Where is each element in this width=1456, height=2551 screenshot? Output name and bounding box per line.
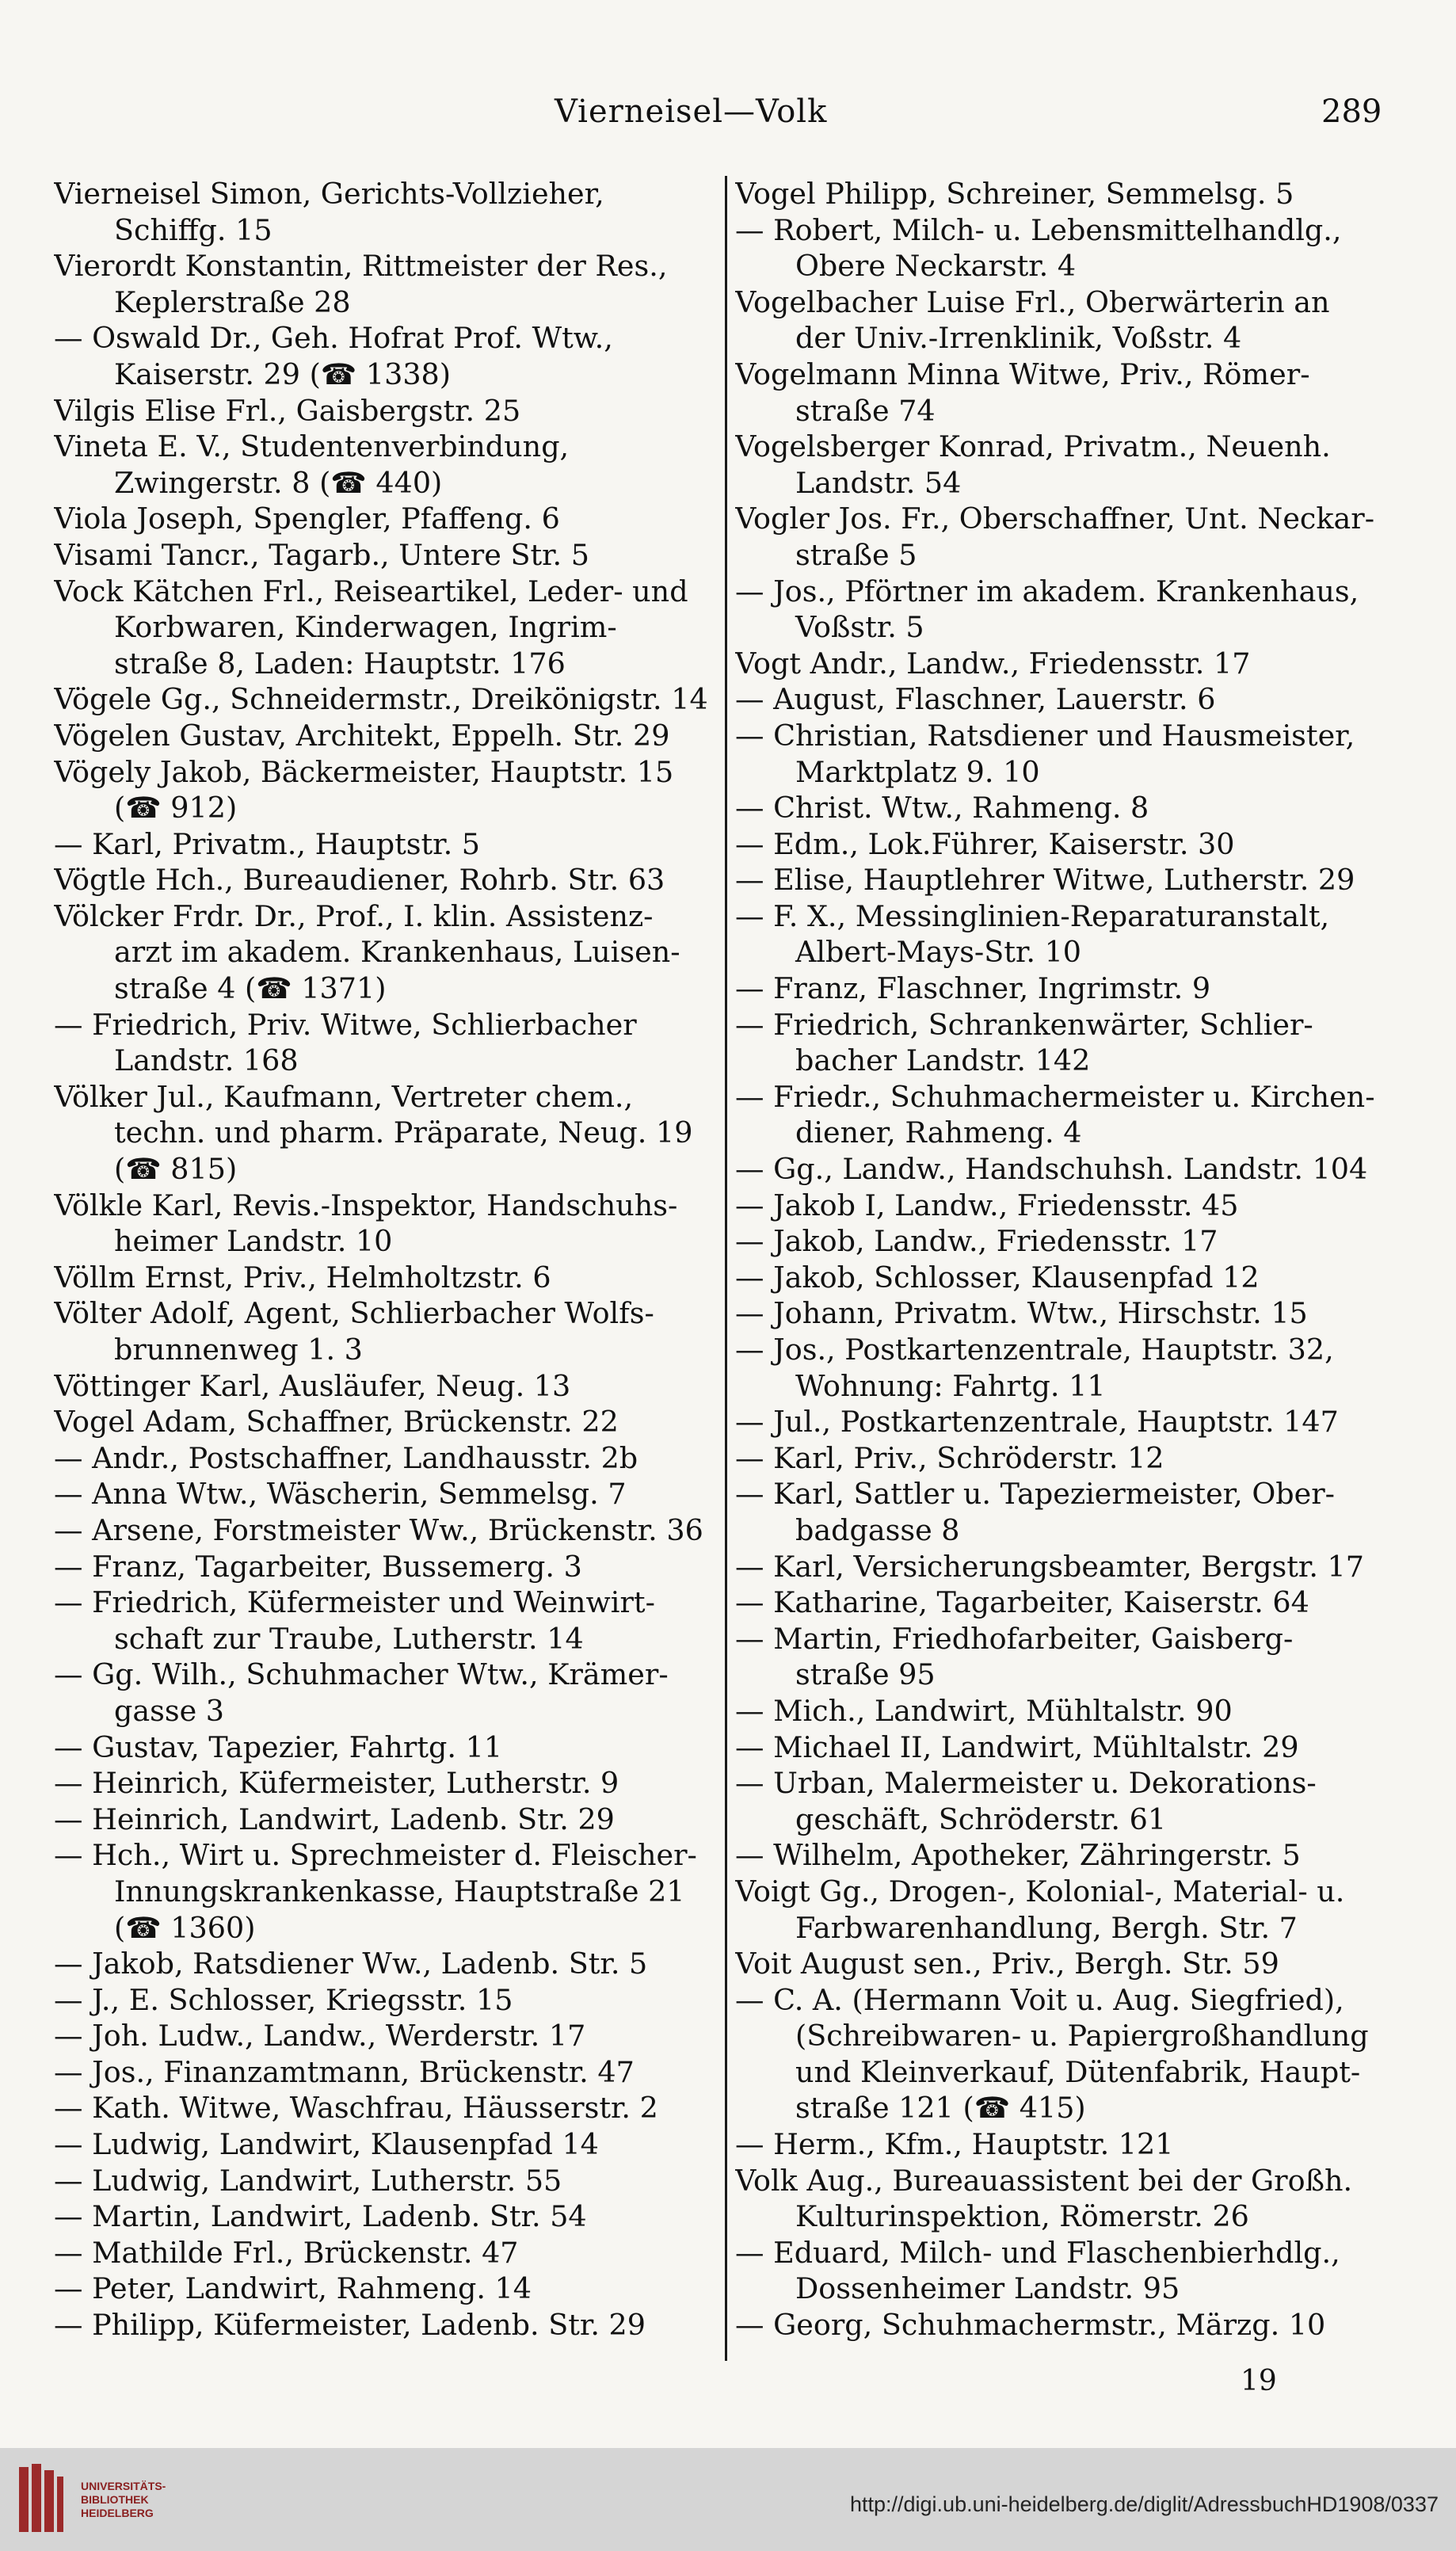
directory-entry-line: (☎ 815) — [114, 1152, 238, 1187]
directory-entry-line: Farbwarenhandlung, Bergh. Str. 7 — [795, 1910, 1298, 1945]
directory-entry-line: — Ludwig, Landwirt, Lutherstr. 55 — [54, 2163, 562, 2198]
directory-entry-line: — Gg., Landw., Handschuhsh. Landstr. 104 — [735, 1152, 1368, 1187]
directory-entry-line: Völkle Karl, Revis.-Inspektor, Handschuhs- — [54, 1188, 678, 1222]
directory-entry-line: straße 95 — [795, 1657, 936, 1692]
directory-entry-line: Vock Kätchen Frl., Reiseartikel, Leder- und — [54, 574, 688, 608]
library-name-line: HEIDELBERG — [81, 2507, 154, 2519]
directory-entry-line: Völter Adolf, Agent, Schlierbacher Wolfs- — [54, 1296, 654, 1331]
directory-entry-line: — Friedrich, Priv. Witwe, Schlierbacher — [54, 1007, 637, 1042]
directory-entry-line: straße 4 (☎ 1371) — [114, 971, 387, 1006]
page-number: 289 — [1321, 93, 1382, 130]
directory-entry-line: Vögtle Hch., Bureaudiener, Rohrb. Str. 63 — [54, 863, 665, 898]
directory-entry-line: Vögelen Gustav, Architekt, Eppelh. Str. 29 — [54, 718, 670, 753]
directory-entry-line: Vogt Andr., Landw., Friedensstr. 17 — [735, 646, 1251, 681]
directory-entry-line: Völcker Frdr. Dr., Prof., I. klin. Assistenz- — [54, 898, 654, 933]
directory-entry-line: — Jos., Postkartenzentrale, Hauptstr. 32, — [735, 1333, 1334, 1367]
directory-entry-line: — Jakob I, Landw., Friedensstr. 45 — [735, 1188, 1239, 1222]
directory-entry-line: — Urban, Malermeister u. Dekorations- — [735, 1766, 1317, 1801]
directory-entry-line: techn. und pharm. Präparate, Neug. 19 — [114, 1115, 693, 1150]
directory-entry-line: — Gustav, Tapezier, Fahrtg. 11 — [54, 1729, 503, 1764]
directory-entry-line: Vineta E. V., Studentenverbindung, — [54, 429, 570, 464]
footer-bar — [0, 2448, 1456, 2551]
directory-entry-line: (☎ 1360) — [114, 1910, 256, 1945]
directory-entry-line: diener, Rahmeng. 4 — [795, 1115, 1082, 1150]
directory-entry-line: — Mathilde Frl., Brückenstr. 47 — [54, 2235, 519, 2270]
directory-entry-line: Vögele Gg., Schneidermstr., Dreikönigstr. 14 — [54, 682, 708, 717]
source-url-link[interactable]: http://digi.ub.uni-heidelberg.de/diglit/AdressbuchHD1908/0337 — [849, 2492, 1439, 2516]
directory-entry-line: Vogel Adam, Schaffner, Brückenstr. 22 — [54, 1405, 619, 1439]
directory-entry-line: Kulturinspektion, Römerstr. 26 — [795, 2199, 1249, 2234]
directory-entry-line: — Katharine, Tagarbeiter, Kaiserstr. 64 — [735, 1585, 1309, 1620]
directory-entry-line: Vierneisel Simon, Gerichts-Vollzieher, — [54, 177, 604, 211]
directory-entry-line: straße 8, Laden: Hauptstr. 176 — [114, 646, 566, 681]
directory-entry-line: — Andr., Postschaffner, Landhausstr. 2b — [54, 1440, 638, 1475]
directory-entry-line: — Robert, Milch- u. Lebensmittelhandlg., — [735, 212, 1342, 247]
directory-entry-line: — Jos., Pförtner im akadem. Krankenhaus, — [735, 574, 1359, 608]
directory-entry-line: Zwingerstr. 8 (☎ 440) — [114, 465, 443, 500]
directory-entry-line: Vogelsberger Konrad, Privatm., Neuenh. — [735, 429, 1331, 464]
directory-entry-line: — Martin, Landwirt, Ladenb. Str. 54 — [54, 2199, 587, 2234]
directory-entry-line: bacher Landstr. 142 — [795, 1043, 1091, 1078]
signature-mark: 19 — [1241, 2365, 1277, 2397]
directory-entry-line: — Karl, Sattler u. Tapeziermeister, Ober- — [735, 1477, 1335, 1512]
directory-entry-line: — August, Flaschner, Lauerstr. 6 — [735, 682, 1216, 717]
directory-entry-line: — Wilhelm, Apotheker, Zähringerstr. 5 — [735, 1838, 1301, 1873]
library-name-line: BIBLIOTHEK — [81, 2493, 149, 2506]
directory-entry-line: — Mich., Landwirt, Mühltalstr. 90 — [735, 1693, 1233, 1728]
directory-entry-line: — Elise, Hauptlehrer Witwe, Lutherstr. 29 — [735, 863, 1355, 898]
directory-entry-line: — Friedrich, Schrankenwärter, Schlier- — [735, 1007, 1313, 1042]
directory-entry-line: Schiffg. 15 — [114, 212, 273, 247]
directory-entry-line: der Univ.-Irrenklinik, Voßstr. 4 — [795, 321, 1242, 356]
directory-entry-line: Volk Aug., Bureauassistent bei der Großh. — [735, 2163, 1353, 2198]
directory-entry-line: Vilgis Elise Frl., Gaisbergstr. 25 — [54, 393, 521, 428]
directory-entry-line: — Jakob, Landw., Friedensstr. 17 — [735, 1224, 1218, 1259]
directory-entry-line: — Franz, Tagarbeiter, Bussemerg. 3 — [54, 1549, 582, 1584]
directory-entry-line: — Jos., Finanzamtmann, Brückenstr. 47 — [54, 2054, 635, 2089]
directory-entry-line: Kaiserstr. 29 (☎ 1338) — [114, 357, 452, 391]
directory-entry-line: — Ludwig, Landwirt, Klausenpfad 14 — [54, 2127, 599, 2162]
directory-entry-line: Vögely Jakob, Bäckermeister, Hauptstr. 15 — [54, 754, 674, 789]
directory-entry-line: — Arsene, Forstmeister Ww., Brückenstr. 36 — [54, 1512, 703, 1547]
directory-entry-line: straße 74 — [795, 393, 936, 428]
right-column — [735, 176, 1401, 2343]
page-header — [0, 93, 1456, 141]
directory-entry-line: Obere Neckarstr. 4 — [795, 249, 1077, 284]
directory-entry-line: — Karl, Priv., Schröderstr. 12 — [735, 1440, 1164, 1475]
directory-entry-line: Vöttinger Karl, Ausläufer, Neug. 13 — [54, 1368, 571, 1403]
directory-entry-line: Visami Tancr., Tagarb., Untere Str. 5 — [54, 537, 589, 572]
directory-entry-line: — Karl, Versicherungsbeamter, Bergstr. 17 — [735, 1549, 1364, 1584]
directory-entry-line: — C. A. (Hermann Voit u. Aug. Siegfried), — [735, 1982, 1344, 2017]
directory-entry-line: Viola Joseph, Spengler, Pfaffeng. 6 — [54, 501, 560, 536]
directory-entry-line: — Christian, Ratsdiener und Hausmeister, — [735, 718, 1355, 753]
left-column — [54, 176, 719, 2343]
directory-entry-line: — J., E. Schlosser, Kriegsstr. 15 — [54, 1982, 513, 2017]
directory-entry-line: — Eduard, Milch- und Flaschenbierhdlg., — [735, 2235, 1340, 2270]
directory-entry-line: — F. X., Messinglinien-Reparaturanstalt, — [735, 898, 1330, 933]
directory-entry-line: — Martin, Friedhofarbeiter, Gaisberg- — [735, 1621, 1294, 1656]
directory-entry-line: — Peter, Landwirt, Rahmeng. 14 — [54, 2271, 532, 2306]
directory-entry-line: Voßstr. 5 — [795, 610, 924, 645]
running-title: Vierneisel—Volk — [555, 93, 828, 130]
directory-entry-line: heimer Landstr. 10 — [114, 1224, 393, 1259]
directory-entry-line: — Georg, Schuhmachermstr., Märzg. 10 — [735, 2308, 1326, 2343]
directory-entry-line: straße 121 (☎ 415) — [795, 2091, 1086, 2126]
directory-entry-line: Landstr. 54 — [795, 465, 962, 500]
directory-entry-line: — Karl, Privatm., Hauptstr. 5 — [54, 826, 481, 861]
directory-entry-line: arzt im akadem. Krankenhaus, Luisen- — [114, 935, 680, 970]
directory-entry-line: geschäft, Schröderstr. 61 — [795, 1802, 1167, 1836]
directory-entry-line: brunnenweg 1. 3 — [114, 1333, 363, 1367]
directory-entry-line: — Jakob, Schlosser, Klausenpfad 12 — [735, 1260, 1260, 1295]
directory-entry-line: — Gg. Wilh., Schuhmacher Wtw., Krämer- — [54, 1657, 669, 1692]
directory-entry-line: (☎ 912) — [114, 791, 238, 826]
library-logo — [16, 2461, 67, 2538]
directory-entry-line: — Johann, Privatm. Wtw., Hirschstr. 15 — [735, 1296, 1308, 1331]
directory-entry-line: — Hch., Wirt u. Sprechmeister d. Fleischer- — [54, 1838, 697, 1873]
directory-entry-line: — Edm., Lok.Führer, Kaiserstr. 30 — [735, 826, 1235, 861]
directory-entry-line: Vogelbacher Luise Frl., Oberwärterin an — [735, 284, 1330, 319]
directory-entry-line: — Jul., Postkartenzentrale, Hauptstr. 147 — [735, 1405, 1339, 1439]
directory-entry-line: — Michael II, Landwirt, Mühltalstr. 29 — [735, 1729, 1299, 1764]
directory-entry-line: — Anna Wtw., Wäscherin, Semmelsg. 7 — [54, 1477, 627, 1512]
directory-entry-line: Voit August sen., Priv., Bergh. Str. 59 — [735, 1947, 1279, 1981]
directory-entry-line: Voigt Gg., Drogen-, Kolonial-, Material- u. — [735, 1874, 1345, 1908]
directory-entry-line: schaft zur Traube, Lutherstr. 14 — [114, 1621, 584, 1656]
directory-entry-line: Völlm Ernst, Priv., Helmholtzstr. 6 — [54, 1260, 551, 1295]
directory-entry-line: Vogelmann Minna Witwe, Priv., Römer- — [735, 357, 1310, 391]
column-divider — [725, 176, 727, 2361]
directory-entry-line: Korbwaren, Kinderwagen, Ingrim- — [114, 610, 617, 645]
directory-entry-line: straße 5 — [795, 537, 917, 572]
directory-entry-line: Wohnung: Fahrtg. 11 — [795, 1368, 1106, 1403]
directory-entry-line: Innungskrankenkasse, Hauptstraße 21 — [114, 1874, 685, 1908]
directory-entry-line: — Herm., Kfm., Hauptstr. 121 — [735, 2127, 1174, 2162]
directory-entry-line: — Kath. Witwe, Waschfrau, Häusserstr. 2 — [54, 2091, 658, 2126]
directory-entry-line: Vogel Philipp, Schreiner, Semmelsg. 5 — [735, 177, 1294, 211]
directory-entry-line: Völker Jul., Kaufmann, Vertreter chem., — [54, 1079, 634, 1114]
directory-entry-line: Vierordt Konstantin, Rittmeister der Res., — [54, 249, 668, 284]
directory-entry-line: — Christ. Wtw., Rahmeng. 8 — [735, 791, 1149, 826]
directory-entry-line: — Oswald Dr., Geh. Hofrat Prof. Wtw., — [54, 321, 613, 356]
directory-entry-line: Vogler Jos. Fr., Oberschaffner, Unt. Neckar- — [735, 501, 1375, 536]
directory-entry-line: — Jakob, Ratsdiener Ww., Ladenb. Str. 5 — [54, 1947, 648, 1981]
directory-entry-line: Dossenheimer Landstr. 95 — [795, 2271, 1180, 2306]
directory-entry-line: Keplerstraße 28 — [114, 284, 351, 319]
library-name — [81, 2480, 166, 2520]
directory-entry-line: — Joh. Ludw., Landw., Werderstr. 17 — [54, 2019, 586, 2053]
directory-entry-line: — Philipp, Küfermeister, Ladenb. Str. 29 — [54, 2308, 646, 2343]
directory-entry-line: Albert-Mays-Str. 10 — [795, 935, 1082, 970]
directory-entry-line: — Heinrich, Küfermeister, Lutherstr. 9 — [54, 1766, 619, 1801]
directory-entry-line: — Franz, Flaschner, Ingrimstr. 9 — [735, 971, 1211, 1006]
directory-entry-line: und Kleinverkauf, Dütenfabrik, Haupt- — [795, 2054, 1361, 2089]
directory-entry-line: — Friedrich, Küfermeister und Weinwirt- — [54, 1585, 655, 1620]
directory-entry-line: gasse 3 — [114, 1693, 225, 1728]
directory-entry-line: Landstr. 168 — [114, 1043, 299, 1078]
directory-entry-line: — Heinrich, Landwirt, Ladenb. Str. 29 — [54, 1802, 615, 1836]
directory-entry-line: (Schreibwaren- u. Papiergroßhandlung — [795, 2019, 1369, 2053]
directory-entry-line: badgasse 8 — [795, 1512, 960, 1547]
directory-entry-line: — Friedr., Schuhmachermeister u. Kirchen- — [735, 1079, 1375, 1114]
directory-entry-line: Marktplatz 9. 10 — [795, 754, 1040, 789]
library-name-line: UNIVERSITÄTS- — [81, 2480, 166, 2492]
